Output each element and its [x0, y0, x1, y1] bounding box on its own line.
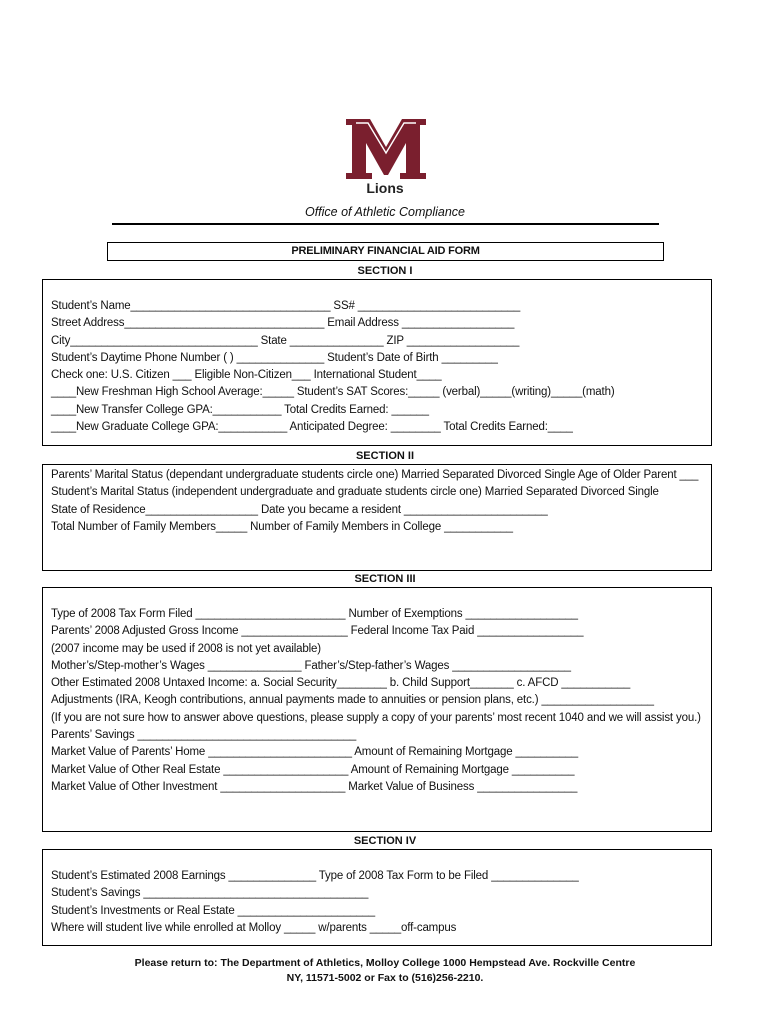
form-title: PRELIMINARY FINANCIAL AID FORM — [107, 242, 664, 261]
section-4-box — [42, 849, 712, 946]
parents-marital-status-line: Parents’ Marital Status (dependant undergraduate students circle one) Married Separated Divorced Single Age of Older Parent ___ — [51, 469, 699, 481]
section-3-box — [42, 587, 712, 832]
lions-label: Lions — [366, 180, 404, 196]
other-real-estate-line: Market Value of Other Real Estate ____________________ Amount of Remaining Mortgage __________ — [51, 763, 575, 776]
adjustments-line: Adjustments (IRA, Keogh contributions, annual payments made to annuities or pension plans, etc.) __________________ — [51, 694, 654, 707]
new-freshman-line: ____New Freshman High School Average:_____ Student’s SAT Scores:_____ (verbal)_____(writing)_____(math) — [51, 386, 615, 399]
parents-savings-line: Parents’ Savings ___________________________________ — [51, 729, 357, 742]
citizenship-line: Check one: U.S. Citizen ___ Eligible Non-Citizen___ International Student____ — [51, 369, 442, 382]
student-savings-line: Student’s Savings ____________________________________ — [51, 887, 369, 900]
untaxed-income-line: Other Estimated 2008 Untaxed Income: a. Social Security________ b. Child Support_______ c. AFCD ___________ — [51, 677, 631, 690]
molloy-m-logo — [344, 117, 428, 181]
family-members-line: Total Number of Family Members_____ Number of Family Members in College ___________ — [51, 520, 513, 533]
header-rule — [112, 223, 659, 225]
adjusted-gross-income-line: Parents’ 2008 Adjusted Gross Income _________________ Federal Income Tax Paid _________________ — [51, 625, 584, 638]
student-investments-line: Student’s Investments or Real Estate ______________________ — [51, 904, 376, 917]
student-marital-status-line: Student’s Marital Status (independent undergraduate and graduate students circle one) Married Separated Divorced Single — [51, 486, 659, 499]
return-instructions-line-2: NY, 11571-5002 or Fax to (516)256-2210. — [286, 972, 484, 984]
student-name-line: Student’s Name________________________________ SS# __________________________ — [51, 300, 521, 312]
wages-line: Mother’s/Step-mother’s Wages _______________ Father’s/Step-father’s Wages ___________________ — [51, 659, 571, 672]
tax-form-line: Type of 2008 Tax Form Filed ________________________ Number of Exemptions __________________ — [51, 608, 578, 620]
section-4-title: SECTION IV — [353, 835, 417, 847]
other-investment-line: Market Value of Other Investment ____________________ Market Value of Business ________________ — [51, 780, 578, 793]
section-1-title: SECTION I — [357, 265, 413, 277]
city-line: City______________________________ State _______________ ZIP __________________ — [51, 334, 520, 347]
street-address-line: Street Address________________________________ Email Address __________________ — [51, 317, 515, 330]
section-3-title: SECTION III — [354, 573, 416, 585]
parents-home-line: Market Value of Parents’ Home _______________________ Amount of Remaining Mortgage __________ — [51, 746, 578, 759]
section-1-box — [42, 279, 712, 446]
new-transfer-line: ____New Transfer College GPA:___________ Total Credits Earned: ______ — [51, 403, 429, 416]
section-2-box — [42, 464, 712, 571]
assistance-note-line: (If you are not sure how to answer above questions, please supply a copy of your parents’ most recent 1040 and we will assist you.) — [51, 711, 701, 724]
section-2-title: SECTION II — [355, 450, 415, 462]
phone-line: Student’s Daytime Phone Number ( ) ______________ Student’s Date of Birth _________ — [51, 351, 498, 364]
office-title: Office of Athletic Compliance — [304, 205, 466, 219]
income-note-line: (2007 income may be used if 2008 is not yet available) — [51, 642, 321, 655]
living-arrangement-line: Where will student live while enrolled at Molloy _____ w/parents _____off-campus — [51, 921, 457, 934]
new-graduate-line: ____New Graduate College GPA:___________ Anticipated Degree: ________ Total Credits Earned:____ — [51, 421, 573, 434]
return-instructions-line-1: Please return to: The Department of Athletics, Molloy College 1000 Hempstead Ave. Rockville Centre — [134, 957, 636, 969]
state-of-residence-line: State of Residence__________________ Date you became a resident _______________________ — [51, 503, 548, 516]
student-earnings-line: Student’s Estimated 2008 Earnings ______________ Type of 2008 Tax Form to be Filed ______________ — [51, 870, 579, 882]
